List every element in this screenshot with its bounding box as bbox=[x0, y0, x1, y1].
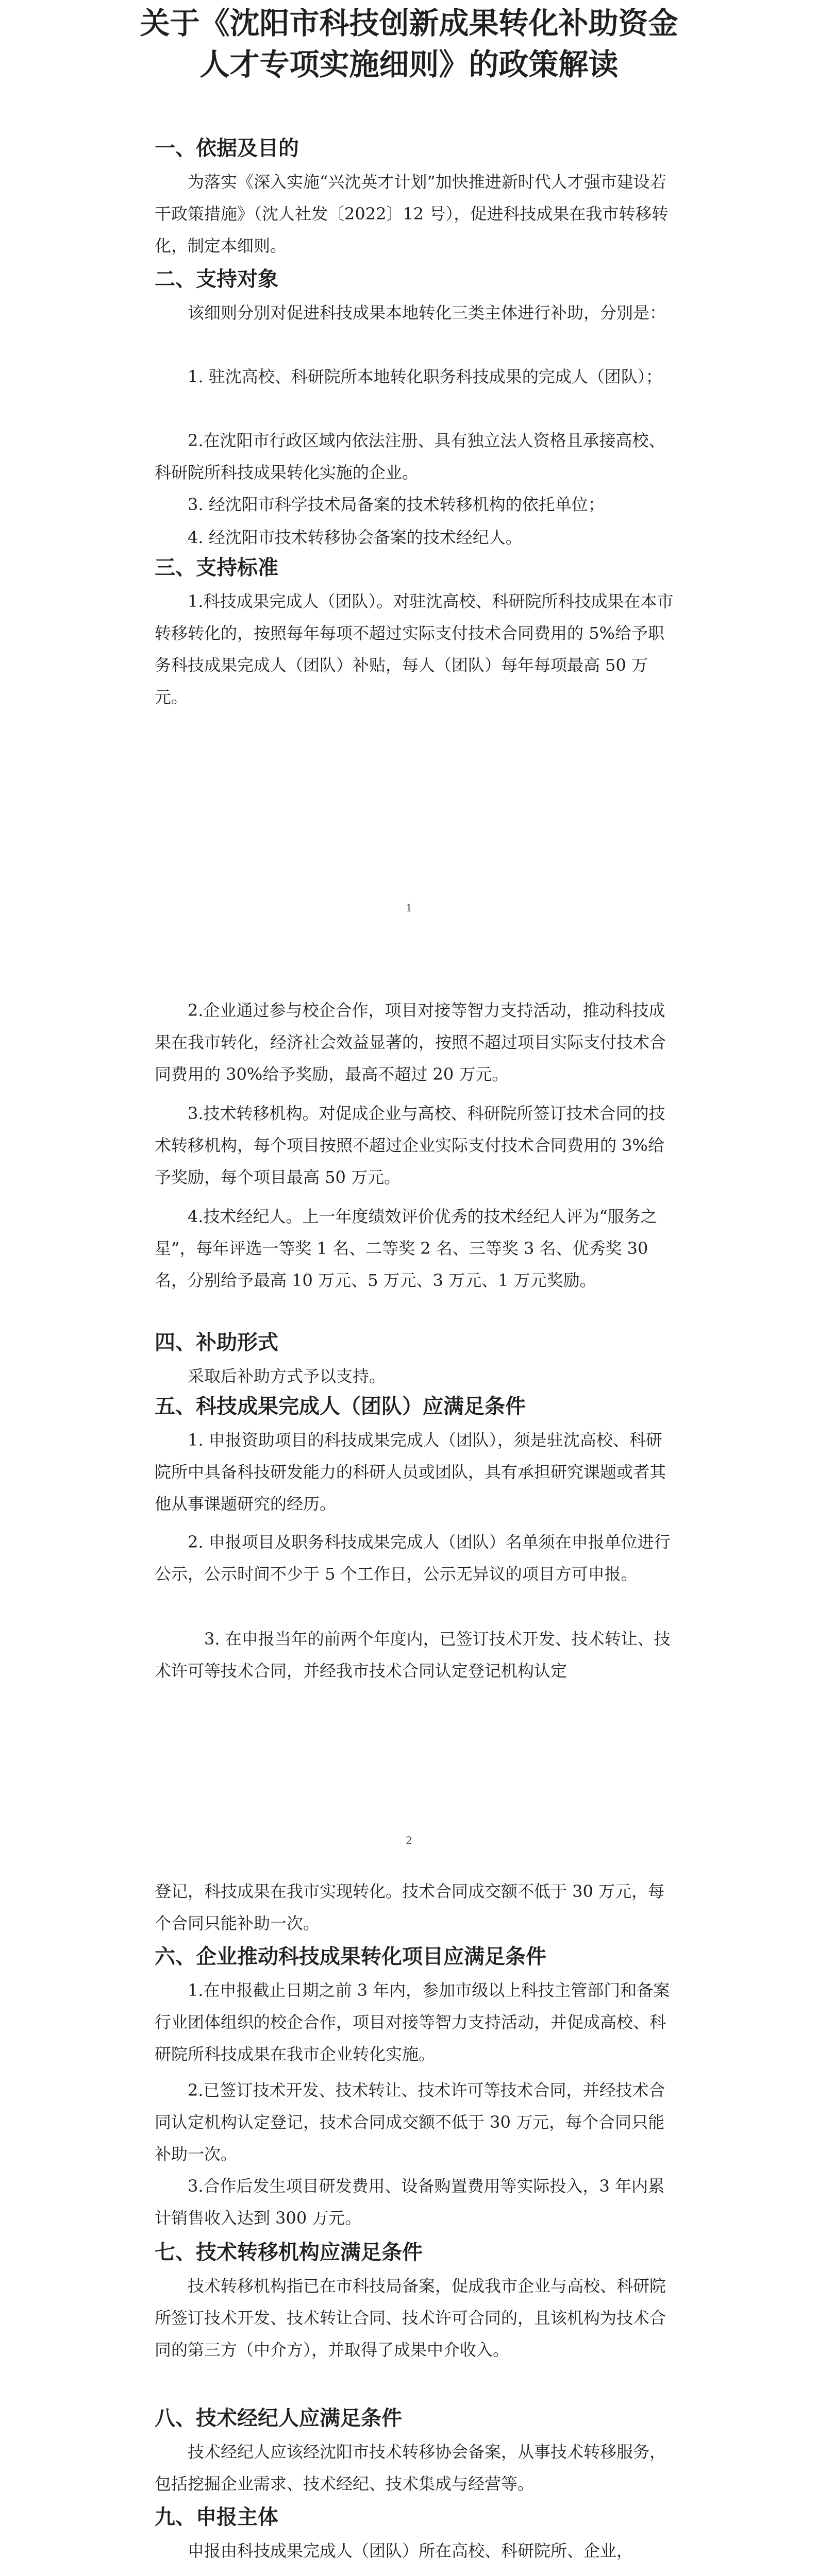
section-heading: 九、申报主体 bbox=[155, 2505, 278, 2529]
paragraph: 2.企业通过参与校企合作，项目对接等智力支持活动，推动科技成果在我市转化，经济社会效益显著的，按照不超过项目实际支付技术合同费用的 30%给予奖励，最高不超过 20 万元。 bbox=[155, 1001, 666, 1084]
section-heading: 八、技术经纪人应满足条件 bbox=[155, 2406, 402, 2430]
paragraph: 2.在沈阳市行政区域内依法注册、具有独立法人资格且承接高校、科研院所科技成果转化实施的企业。 bbox=[155, 431, 665, 482]
paragraph: 1. 申报资助项目的科技成果完成人（团队），须是驻沈高校、科研院所中具备科技研发能力的科研人员或团队，具有承担研究课题或者其他从事课题研究的经历。 bbox=[155, 1430, 666, 1514]
paragraph: 3.技术转移机构。对促成企业与高校、科研院所签订技术合同的技术转移机构，每个项目按照不超过企业实际支付技术合同费用的 3%给予奖励，每个项目最高 50 万元。 bbox=[155, 1104, 665, 1187]
paragraph: 3. 经沈阳市科学技术局备案的技术转移机构的依托单位； bbox=[155, 495, 605, 514]
paragraph: 4. 经沈阳市技术转移协会备案的技术经纪人。 bbox=[155, 528, 522, 547]
paragraph: 采取后补助方式予以支持。 bbox=[155, 1366, 386, 1386]
page-title-line-1: 关于《沈阳市科技创新成果转化补助资金 bbox=[140, 6, 678, 41]
section-heading: 一、依据及目的 bbox=[155, 136, 299, 160]
page-number: 1 bbox=[406, 902, 412, 914]
paragraph: 登记，科技成果在我市实现转化。技术合同成交额不低于 30 万元，每个合同只能补助一次。 bbox=[155, 1882, 665, 1933]
paragraph: 技术转移机构指已在市科技局备案，促成我市企业与高校、科研院所签订技术开发、技术转让合同、技术许可合同的，且该机构为技术合同的第三方（中介方），并取得了成果中介收入。 bbox=[155, 2276, 666, 2360]
page-title-line-2: 人才专项实施细则》的政策解读 bbox=[199, 47, 619, 82]
paragraph: 该细则分别对促进科技成果本地转化三类主体进行补助，分别是： bbox=[155, 303, 666, 323]
paragraph: 技术经纪人应该经沈阳市技术转移协会备案，从事技术转移服务，包括挖掘企业需求、技术经纪、技术集成与经营等。 bbox=[155, 2442, 666, 2494]
paragraph: 2. 申报项目及职务科技成果完成人（团队）名单须在申报单位进行公示，公示时间不少于 5 个工作日，公示无异议的项目方可申报。 bbox=[155, 1532, 671, 1584]
paragraph: 4.技术经纪人。上一年度绩效评价优秀的技术经纪人评为“服务之星”，每年评选一等奖 1 名、二等奖 2 名、三等奖 3 名、优秀奖 30 名，分别给予最高 10 万元、5 万元、3 万元、1 万元奖励。 bbox=[155, 1207, 657, 1290]
section-heading: 六、企业推动科技成果转化项目应满足条件 bbox=[155, 1944, 546, 1969]
section-heading: 五、科技成果完成人（团队）应满足条件 bbox=[155, 1394, 526, 1418]
paragraph: 3. 在申报当年的前两个年度内，已签订技术开发、技术转让、技术许可等技术合同，并经我市技术合同认定登记机构认定 bbox=[155, 1629, 671, 1681]
paragraph: 申报由科技成果完成人（团队）所在高校、科研院所、企业， bbox=[155, 2541, 633, 2561]
paragraph: 1.在申报截止日期之前 3 年内，参加市级以上科技主管部门和备案行业团体组织的校企合作，项目对接等智力支持活动，并促成高校、科研院所科技成果在我市企业转化实施。 bbox=[155, 1980, 670, 2064]
paragraph: 3.合作后发生项目研发费用、设备购置费用等实际投入，3 年内累计销售收入达到 300 万元。 bbox=[155, 2176, 665, 2228]
paragraph: 1.科技成果完成人（团队）。对驻沈高校、科研院所科技成果在本市转移转化的，按照每年每项不超过实际支付技术合同费用的 5%给予职务科技成果完成人（团队）补贴，每人（团队）每年每项最高 50 万元。 bbox=[155, 591, 674, 707]
section-heading: 二、支持对象 bbox=[155, 267, 278, 291]
section-heading: 七、技术转移机构应满足条件 bbox=[155, 2240, 423, 2264]
section-heading: 三、支持标准 bbox=[155, 555, 278, 580]
paragraph: 为落实《深入实施“兴沈英才计划”加快推进新时代人才强市建设若干政策措施》（沈人社发〔2022〕12 号），促进科技成果在我市转移转化，制定本细则。 bbox=[155, 172, 669, 256]
page-number: 2 bbox=[406, 1834, 412, 1846]
section-heading: 四、补助形式 bbox=[155, 1330, 278, 1354]
paragraph: 2.已签订技术开发、技术转让、技术许可等技术合同，并经技术合同认定机构认定登记，技术合同成交额不低于 30 万元，每个合同只能补助一次。 bbox=[155, 2080, 665, 2164]
paragraph: 1. 驻沈高校、科研院所本地转化职务科技成果的完成人（团队）； bbox=[155, 367, 662, 386]
